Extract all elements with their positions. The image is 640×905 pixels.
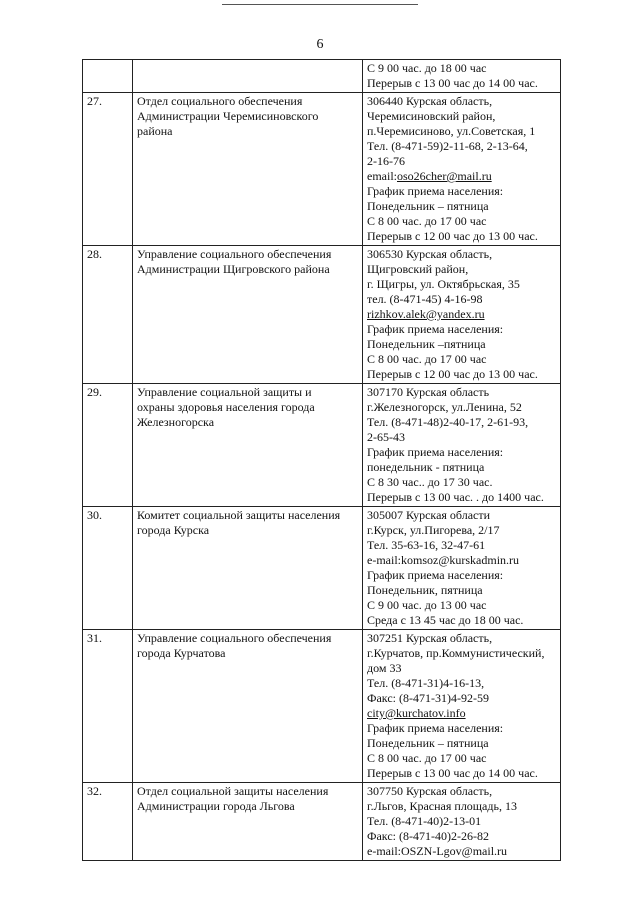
- contact-line: [367, 784, 556, 799]
- contact-line: [367, 460, 556, 475]
- contact-text: Понедельник – пятница: [367, 199, 489, 213]
- contact-line: [367, 538, 556, 553]
- contact-line: [367, 568, 556, 583]
- table-row: [83, 93, 561, 246]
- contact-text: График приема населения:: [367, 721, 504, 735]
- contact-text: С 8 00 час. до 17 00 час: [367, 352, 487, 366]
- contact-text: Среда с 13 45 час до 18 00 час.: [367, 613, 524, 627]
- contact-info: [363, 60, 561, 93]
- contact-text: 307750 Курская область,: [367, 784, 493, 798]
- top-rule: [222, 4, 418, 5]
- contact-text: тел. (8-471-45) 4-16-98: [367, 292, 483, 306]
- contact-text: 305007 Курская области: [367, 508, 491, 522]
- office-name-line: Администрации Черемисиновского: [137, 109, 319, 123]
- contact-text: С 8 30 час.. до 17 30 час.: [367, 475, 493, 489]
- office-name: [133, 783, 363, 861]
- office-name-line: Администрации Щигровского района: [137, 262, 330, 276]
- office-name: [133, 60, 363, 93]
- table-body: [83, 60, 561, 861]
- contact-text: г.Льгов, Красная площадь, 13: [367, 799, 517, 813]
- page-number: 6: [316, 37, 324, 52]
- contact-line: [367, 799, 556, 814]
- contact-info: [363, 384, 561, 507]
- contact-text: e-mail:komsoz@kurskadmin.ru: [367, 553, 520, 567]
- contact-text: Перерыв с 13 00 час до 14 00 час.: [367, 766, 538, 780]
- contact-text: Щигровский район,: [367, 262, 469, 276]
- contact-text: Понедельник, пятница: [367, 583, 483, 597]
- offices-table: [82, 59, 561, 861]
- contact-line: [367, 76, 556, 91]
- contact-line: [367, 367, 556, 382]
- email-link[interactable]: oso26cher@mail.ru: [397, 169, 492, 183]
- contact-text: График приема населения:: [367, 568, 504, 582]
- office-name-line: района: [137, 124, 173, 138]
- contact-line: [367, 721, 556, 736]
- contact-line: [367, 676, 556, 691]
- email-link[interactable]: rizhkov.alek@yandex.ru: [367, 307, 485, 321]
- office-name-line: Комитет социальной защиты населения: [137, 508, 341, 522]
- contact-line: [367, 415, 556, 430]
- contact-line: [367, 691, 556, 706]
- contact-line: [367, 184, 556, 199]
- contact-line: [367, 661, 556, 676]
- contact-text: email:: [367, 169, 397, 183]
- contact-line: [367, 199, 556, 214]
- contact-text: п.Черемисиново, ул.Советская, 1: [367, 124, 536, 138]
- contact-text: г.Курчатов, пр.Коммунистический,: [367, 646, 545, 660]
- contact-line: [367, 430, 556, 445]
- office-name-line: Администрации города Льгова: [137, 799, 295, 813]
- contact-text: С 9 00 час. до 18 00 час: [367, 61, 487, 75]
- contact-text: С 8 00 час. до 17 00 час: [367, 214, 487, 228]
- contact-line: [367, 829, 556, 844]
- contact-text: Факс: (8-471-40)2-26-82: [367, 829, 489, 843]
- contact-line: [367, 154, 556, 169]
- contact-line: [367, 292, 556, 307]
- contact-line: [367, 490, 556, 505]
- table-row: [83, 783, 561, 861]
- contact-text: С 9 00 час. до 13 00 час: [367, 598, 487, 612]
- office-name-line: Отдел социального обеспечения: [137, 94, 303, 108]
- email-link[interactable]: city@kurchatov.info: [367, 706, 466, 720]
- contact-line: [367, 61, 556, 76]
- contact-text: Тел. (8-471-40)2-13-01: [367, 814, 482, 828]
- contact-text: Черемисиновский район,: [367, 109, 496, 123]
- row-number: 30.: [83, 507, 133, 630]
- office-name-line: Управление социального обеспечения: [137, 631, 332, 645]
- contact-line: [367, 352, 556, 367]
- contact-line: [367, 109, 556, 124]
- contact-line: [367, 169, 556, 184]
- office-name-line: Железногорска: [137, 415, 215, 429]
- contact-line: [367, 262, 556, 277]
- contact-line: [367, 400, 556, 415]
- contact-line: [367, 613, 556, 628]
- contact-line: [367, 751, 556, 766]
- contact-line: [367, 385, 556, 400]
- contact-text: Тел. (8-471-59)2-11-68, 2-13-64,: [367, 139, 528, 153]
- contact-text: e-mail:OSZN-Lgov@mail.ru: [367, 844, 508, 858]
- contact-info: [363, 630, 561, 783]
- contact-line: [367, 583, 556, 598]
- contact-text: Перерыв с 13 00 час до 14 00 час.: [367, 76, 538, 90]
- contact-line: [367, 736, 556, 751]
- contact-line: [367, 844, 556, 859]
- office-name: [133, 384, 363, 507]
- contact-line: [367, 706, 556, 721]
- contact-text: Перерыв с 12 00 час до 13 00 час.: [367, 367, 538, 381]
- table-row: [83, 507, 561, 630]
- contact-text: г. Щигры, ул. Октябрьская, 35: [367, 277, 520, 291]
- contact-line: [367, 553, 556, 568]
- contact-line: [367, 322, 556, 337]
- contact-line: [367, 598, 556, 613]
- office-name: [133, 246, 363, 384]
- table-row: [83, 630, 561, 783]
- office-name: [133, 507, 363, 630]
- contact-line: [367, 445, 556, 460]
- contact-text: График приема населения:: [367, 184, 504, 198]
- contact-line: [367, 214, 556, 229]
- table-row: [83, 60, 561, 93]
- contact-line: [367, 766, 556, 781]
- office-name-line: Отдел социальной защиты населения: [137, 784, 329, 798]
- contact-text: г.Железногорск, ул.Ленина, 52: [367, 400, 522, 414]
- contact-text: 307170 Курская область: [367, 385, 490, 399]
- contact-text: Понедельник –пятница: [367, 337, 486, 351]
- table-row: [83, 246, 561, 384]
- contact-info: [363, 783, 561, 861]
- row-number: 27.: [83, 93, 133, 246]
- contact-line: [367, 247, 556, 262]
- row-number: 32.: [83, 783, 133, 861]
- contact-text: Перерыв с 13 00 час. . до 1400 час.: [367, 490, 544, 504]
- contact-line: [367, 307, 556, 322]
- office-name: [133, 93, 363, 246]
- contact-text: Факс: (8-471-31)4-92-59: [367, 691, 489, 705]
- table-row: [83, 384, 561, 507]
- contact-line: [367, 814, 556, 829]
- row-number: 29.: [83, 384, 133, 507]
- contact-line: [367, 337, 556, 352]
- contact-text: 306440 Курская область,: [367, 94, 493, 108]
- contact-text: График приема населения:: [367, 322, 504, 336]
- contact-text: Тел. (8-471-31)4-16-13,: [367, 676, 485, 690]
- contact-text: г.Курск, ул.Пигорева, 2/17: [367, 523, 500, 537]
- contact-info: [363, 246, 561, 384]
- contact-line: [367, 523, 556, 538]
- contact-text: Тел. (8-471-48)2-40-17, 2-61-93,: [367, 415, 529, 429]
- contact-line: [367, 124, 556, 139]
- contact-text: Тел. 35-63-16, 32-47-61: [367, 538, 486, 552]
- office-name-line: Управление социального обеспечения: [137, 247, 332, 261]
- contact-text: 2-16-76: [367, 154, 405, 168]
- office-name: [133, 630, 363, 783]
- contact-line: [367, 631, 556, 646]
- office-name-line: города Курчатова: [137, 646, 226, 660]
- contact-line: [367, 646, 556, 661]
- contact-info: [363, 93, 561, 246]
- contact-line: [367, 508, 556, 523]
- contact-text: 2-65-43: [367, 430, 405, 444]
- contact-line: [367, 94, 556, 109]
- contact-line: [367, 475, 556, 490]
- contact-info: [363, 507, 561, 630]
- office-name-line: охраны здоровья населения города: [137, 400, 315, 414]
- contact-text: С 8 00 час. до 17 00 час: [367, 751, 487, 765]
- row-number: 28.: [83, 246, 133, 384]
- row-number: 31.: [83, 630, 133, 783]
- contact-text: дом 33: [367, 661, 402, 675]
- contact-text: понедельник - пятница: [367, 460, 485, 474]
- contact-text: Понедельник – пятница: [367, 736, 489, 750]
- contact-text: 306530 Курская область,: [367, 247, 493, 261]
- contact-text: Перерыв с 12 00 час до 13 00 час.: [367, 229, 538, 243]
- contact-line: [367, 277, 556, 292]
- office-name-line: города Курска: [137, 523, 210, 537]
- contact-line: [367, 229, 556, 244]
- contact-text: 307251 Курская область,: [367, 631, 493, 645]
- row-number: [83, 60, 133, 93]
- contact-line: [367, 139, 556, 154]
- office-name-line: Управление социальной защиты и: [137, 385, 312, 399]
- contact-text: График приема населения:: [367, 445, 504, 459]
